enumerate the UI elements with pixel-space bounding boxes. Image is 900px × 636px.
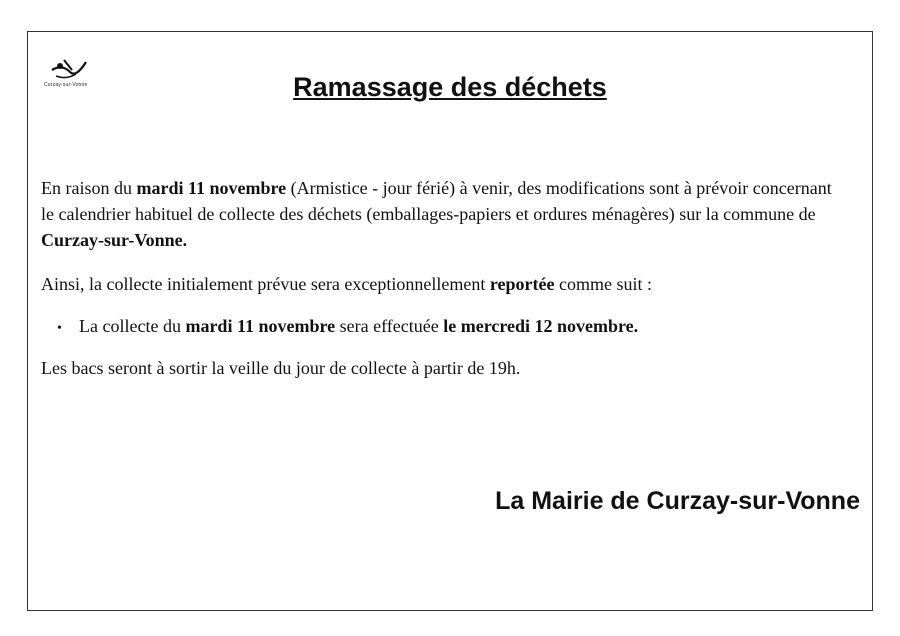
bullet-marker: •: [57, 321, 62, 336]
list-item: • La collecte du mardi 11 novembre sera effectuée le mercredi 12 novembre.: [41, 313, 841, 342]
logo-caption: Curzay-sur-Vonne: [44, 82, 88, 88]
intro-paragraph: En raison du mardi 11 novembre (Armistice - jour férié) à venir, des modifications sont à prévoir concernant le calendrier habituel de collecte des déchets (emballages-papiers et ordures ménagères) sur la commune de Curzay-sur-Vonne.: [41, 178, 832, 250]
bins-paragraph: Les bacs seront à sortir la veille du jour de collecte à partir de 19h.: [41, 358, 521, 378]
postponement-paragraph: Ainsi, la collecte initialement prévue sera exceptionnellement reportée comme suit :: [41, 274, 652, 294]
page-title: Ramassage des déchets: [293, 72, 607, 102]
signature: La Mairie de Curzay-sur-Vonne: [495, 487, 860, 515]
